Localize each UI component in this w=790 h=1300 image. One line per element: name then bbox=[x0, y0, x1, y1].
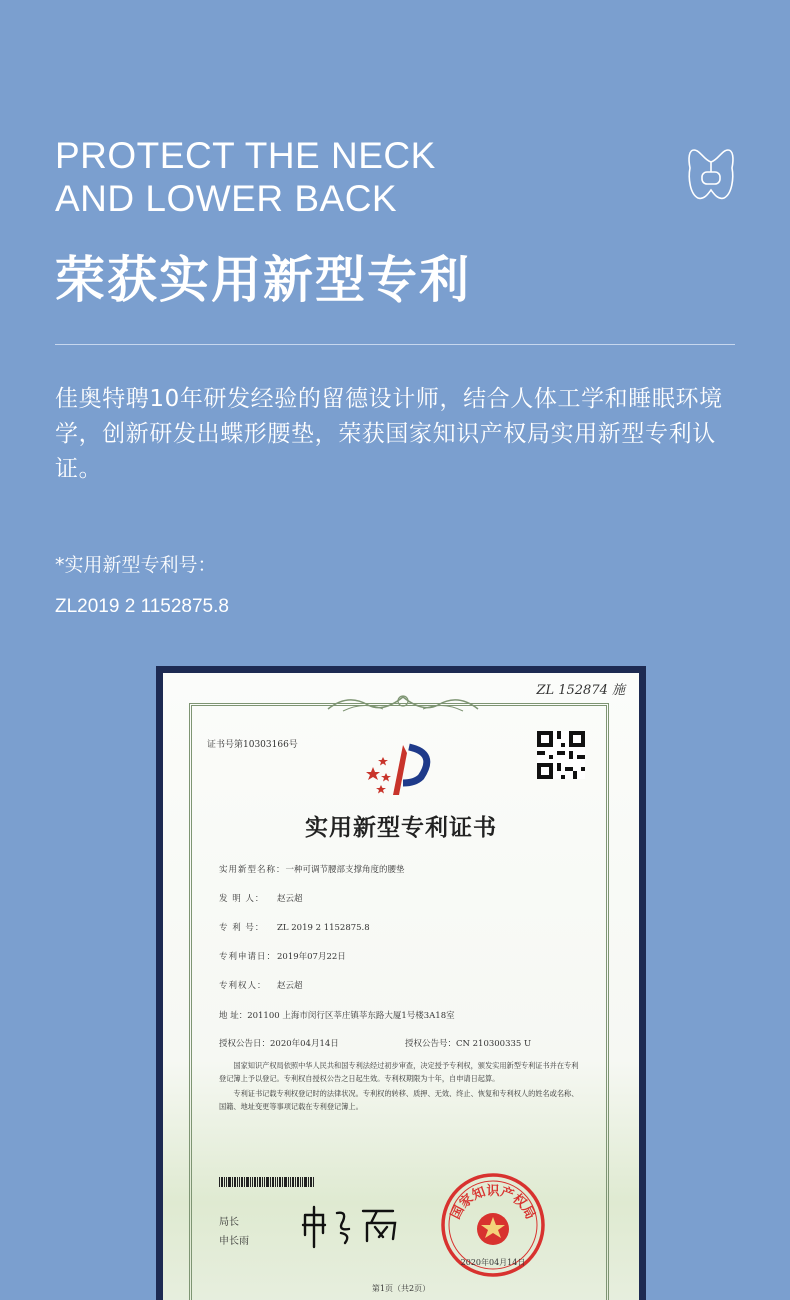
signatory-labels bbox=[219, 1213, 249, 1251]
field-value: ZL 2019 2 1152875.8 bbox=[277, 923, 370, 933]
ornament-icon bbox=[323, 689, 483, 715]
seal-text: 国家知识产权局 bbox=[448, 1184, 538, 1222]
certificate-body-paragraph-1: 国家知识产权局依照中华人民共和国专利法经过初步审查，决定授予专利权，颁发实用新型专利证书并在专利登记簿上予以登记。专利权自授权公告之日起生效。专利权期限为十年，自申请日起算。 bbox=[219, 1061, 579, 1083]
signatory-title: 局长 bbox=[219, 1217, 239, 1228]
certificate-number: 证书号第10303166号 bbox=[207, 740, 298, 750]
field-key: 实用新型名称： bbox=[219, 865, 286, 875]
divider bbox=[55, 344, 735, 345]
certificate-body bbox=[219, 1059, 585, 1115]
patent-number: ZL2019 2 1152875.8 bbox=[55, 596, 229, 617]
certificate-page-number: 第1页（共2页） bbox=[371, 1284, 431, 1293]
field-key: 专利权人： bbox=[219, 981, 267, 991]
certificate-frame bbox=[156, 666, 646, 1300]
butterfly-cushion-icon bbox=[686, 146, 736, 202]
field-key: 地 址： bbox=[219, 1011, 248, 1021]
certificate-title: 实用新型专利证书 bbox=[305, 814, 497, 841]
grant-date: 授权公告日：2020年04月14日 bbox=[219, 1039, 339, 1049]
field-value: 201100 上海市闵行区莘庄镇莘东路大厦1号楼3A18室 bbox=[247, 1011, 455, 1021]
field-application-date bbox=[219, 950, 599, 979]
qr-code-icon bbox=[537, 731, 585, 779]
field-key: 专利申请日： bbox=[219, 952, 277, 962]
field-value: 一种可调节腰部支撑角度的腰垫 bbox=[285, 865, 405, 875]
certificate-body-paragraph-2: 专利证书记载专利权登记时的法律状况。专利权的转移、质押、无效、终止、恢复和专利权人的姓名或名称、国籍、地址变更等事项记载在专利登记簿上。 bbox=[219, 1089, 579, 1111]
certificate-fields bbox=[219, 863, 599, 1008]
certificate-paper bbox=[163, 673, 639, 1300]
handwritten-note: ZL 152874 施 bbox=[536, 683, 625, 698]
grant-number: 授权公告号：CN 210300335 U bbox=[405, 1039, 532, 1049]
field-address bbox=[219, 1009, 455, 1021]
field-value: 2019年07月22日 bbox=[277, 952, 346, 962]
patent-office-emblem-icon bbox=[359, 739, 439, 801]
field-value: 赵云超 bbox=[277, 894, 303, 904]
signature-icon bbox=[297, 1201, 407, 1251]
english-title bbox=[55, 134, 436, 220]
english-title-line1: PROTECT THE NECK bbox=[55, 135, 436, 176]
official-seal-icon bbox=[439, 1171, 547, 1279]
patent-number-label: *实用新型专利号： bbox=[55, 554, 217, 576]
field-inventor bbox=[219, 892, 599, 921]
field-key: 专 利 号： bbox=[219, 923, 265, 933]
field-key: 发 明 人： bbox=[219, 894, 265, 904]
english-title-line2: AND LOWER BACK bbox=[55, 178, 398, 219]
seal-date: 2020年04月14日 bbox=[460, 1258, 526, 1267]
field-patentee bbox=[219, 979, 599, 1008]
field-patent-number bbox=[219, 921, 599, 950]
field-value: 赵云超 bbox=[277, 981, 303, 991]
page-title: 荣获实用新型专利 bbox=[55, 251, 471, 309]
barcode-icon bbox=[219, 1177, 315, 1187]
field-utility-name bbox=[219, 863, 599, 892]
grant-info-row bbox=[219, 1037, 589, 1049]
description-text: 佳奥特聘10年研发经验的留德设计师，结合人体工学和睡眠环境学，创新研发出蝶形腰垫，荣获国家知识产权局实用新型专利认证。 bbox=[55, 386, 723, 482]
signatory-name: 申长雨 bbox=[219, 1236, 249, 1247]
